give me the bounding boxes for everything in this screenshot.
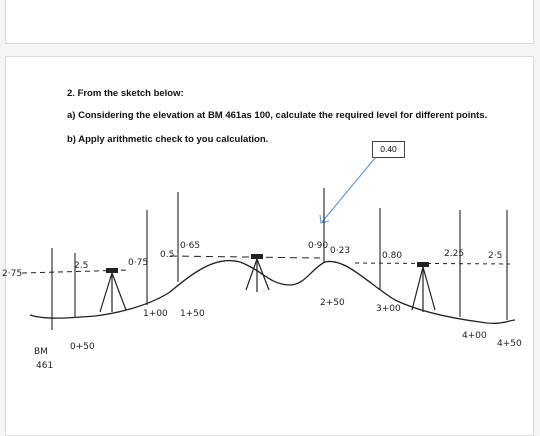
reading-0-5: 0.5 [160, 250, 175, 260]
instrument-1 [100, 268, 126, 312]
question-title: 2. From the sketch below: [67, 88, 184, 99]
label-bm: BM [34, 347, 48, 357]
question-part-b: b) Apply arithmetic check to you calculation. [67, 134, 269, 145]
station-4-50: 4+50 [497, 339, 522, 349]
reading-0-65: 0·65 [180, 241, 201, 251]
instrument-3 [412, 262, 435, 312]
station-2-50: 2+50 [320, 298, 345, 308]
reading-2-75: 2·75 [2, 269, 23, 279]
ground-profile [30, 261, 515, 324]
station-1-00: 1+00 [143, 309, 168, 319]
reading-2-5b: 2·5 [488, 251, 503, 261]
reading-0-75: 0·75 [128, 258, 149, 268]
station-4-00: 4+00 [462, 331, 487, 341]
label-bm-id: 461 [36, 361, 54, 371]
instrument-2 [246, 254, 269, 292]
question-part-a: a) Considering the elevation at BM 461as 100, calculate the required level for different points. [67, 110, 488, 121]
reading-0-90: 0·90 [308, 241, 329, 251]
station-1-50: 1+50 [180, 309, 205, 319]
sight-line-3 [355, 263, 510, 264]
reading-0-23: 0·23 [330, 246, 351, 256]
station-3-00: 3+00 [376, 304, 401, 314]
reading-0-80: 0.80 [382, 251, 403, 261]
reading-2-5: 2.5 [74, 261, 89, 271]
sight-line-2 [170, 256, 320, 258]
station-0-50: 0+50 [70, 342, 95, 352]
callout-arrow [322, 158, 375, 222]
reading-2-25: 2.25 [444, 249, 465, 259]
callout-box: 0.40 [372, 141, 405, 158]
